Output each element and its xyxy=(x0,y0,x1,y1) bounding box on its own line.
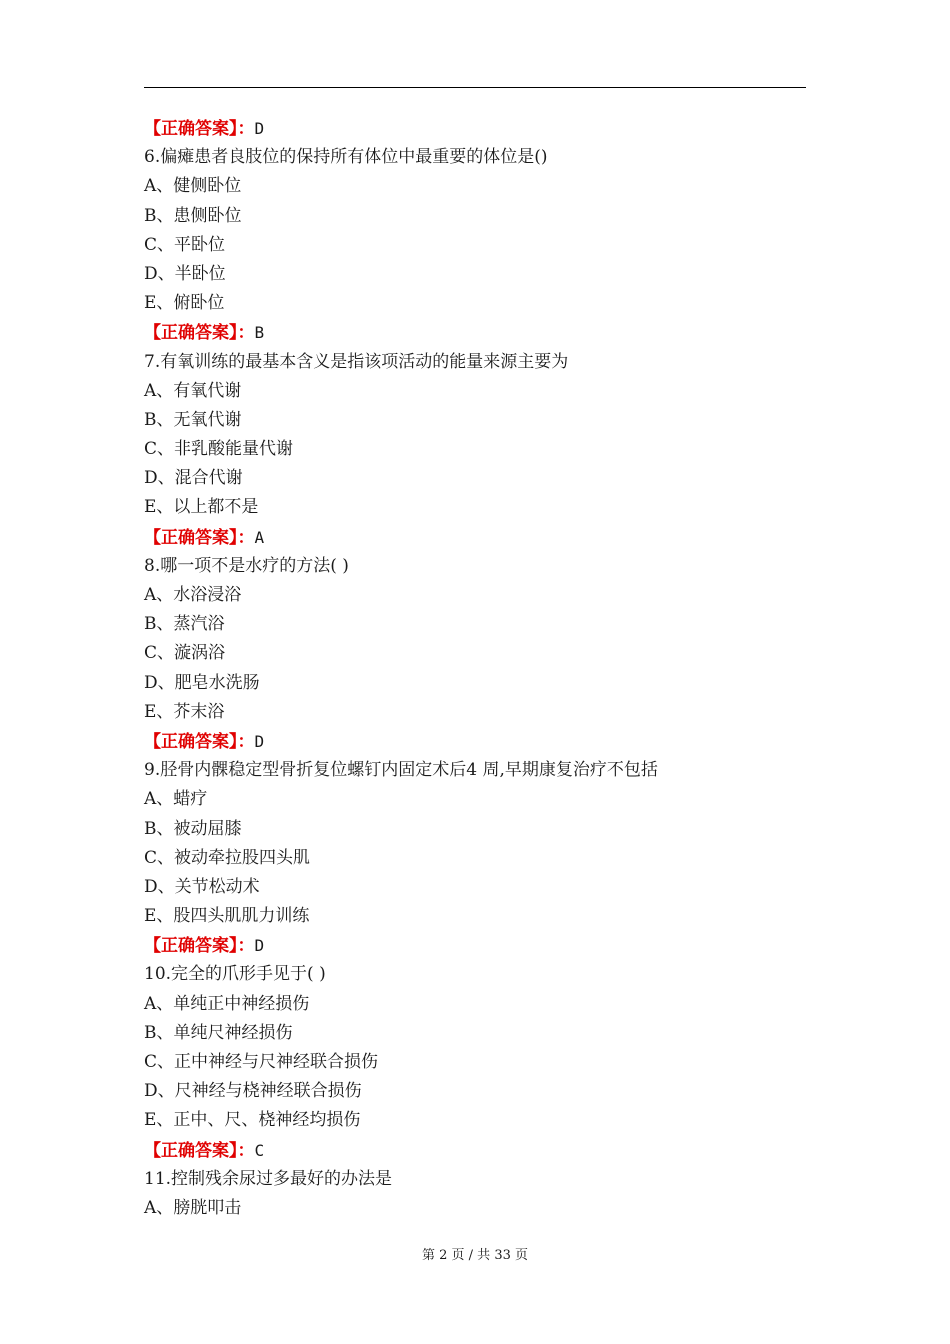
option-item: C、漩涡浴 xyxy=(144,643,226,664)
option-item: B、单纯尺神经损伤 xyxy=(144,1022,293,1043)
question-text: 10.完全的爪形手见于( ) xyxy=(144,964,326,985)
option-item: C、被动牵拉股四头肌 xyxy=(144,847,311,868)
answer-line xyxy=(144,1136,806,1165)
option-item: A、有氧代谢 xyxy=(144,380,242,401)
option-item: D、关节松动术 xyxy=(144,876,260,897)
answer-value: D xyxy=(254,119,265,138)
answer-label: 【正确答案】： xyxy=(144,731,255,752)
header-rule xyxy=(144,87,806,88)
option-item: C、正中神经与尺神经联合损伤 xyxy=(144,1052,379,1072)
answer-value: D xyxy=(254,731,265,751)
option-item: D、尺神经与桡神经联合损伤 xyxy=(144,1081,362,1102)
answer-label: 【正确答案】： xyxy=(144,323,255,344)
answer-label: 【正确答案】： xyxy=(144,527,255,548)
option-item: E、芥末浴 xyxy=(144,701,225,722)
option-item: E、股四头肌肌力训练 xyxy=(144,906,310,927)
option-item: E、正中、尺、桡神经均损伤 xyxy=(144,1110,361,1131)
answer-value: C xyxy=(254,1140,265,1160)
answer-line xyxy=(144,114,806,143)
answer-line xyxy=(144,318,806,347)
answer-line xyxy=(144,727,806,756)
answer-label: 【正确答案】： xyxy=(144,119,255,139)
option-item: C、平卧位 xyxy=(144,234,226,255)
option-item: D、半卧位 xyxy=(144,263,226,284)
answer-label: 【正确答案】： xyxy=(144,936,255,957)
option-item: B、患侧卧位 xyxy=(144,205,242,226)
option-item: A、膀胱叩击 xyxy=(144,1197,242,1218)
answer-label: 【正确答案】： xyxy=(144,1140,255,1161)
option-item: D、肥皂水洗肠 xyxy=(144,672,260,693)
answer-line xyxy=(144,523,806,552)
answer-line xyxy=(144,931,806,960)
question-text: 11.控制残余尿过多最好的办法是 xyxy=(144,1168,393,1189)
option-item: E、以上都不是 xyxy=(144,497,259,518)
option-item: B、蒸汽浴 xyxy=(144,614,225,635)
question-text: 9.胫骨内髁稳定型骨折复位螺钉内固定术后4 周,早期康复治疗不包括 xyxy=(144,760,658,781)
option-item: E、俯卧位 xyxy=(144,293,225,314)
answer-value: A xyxy=(254,527,265,547)
option-item: A、蜡疗 xyxy=(144,789,208,810)
option-item: B、被动屈膝 xyxy=(144,818,242,839)
question-text: 6.偏瘫患者良肢位的保持所有体位中最重要的体位是() xyxy=(144,147,548,168)
option-item: A、水浴浸浴 xyxy=(144,585,242,605)
option-item: D、混合代谢 xyxy=(144,468,243,489)
option-item: A、健侧卧位 xyxy=(144,176,242,197)
question-text: 8.哪一项不是水疗的方法( ) xyxy=(144,555,349,576)
answer-value: B xyxy=(254,323,265,343)
page-content xyxy=(144,114,806,1223)
answer-value: D xyxy=(254,936,265,956)
option-item: C、非乳酸能量代谢 xyxy=(144,439,294,460)
page-footer: 第 2 页 / 共 33 页 xyxy=(422,1248,528,1263)
option-item: B、无氧代谢 xyxy=(144,409,242,430)
question-text: 7.有氧训练的最基本含义是指该项活动的能量来源主要为 xyxy=(144,351,569,372)
option-item: A、单纯正中神经损伤 xyxy=(144,993,310,1014)
